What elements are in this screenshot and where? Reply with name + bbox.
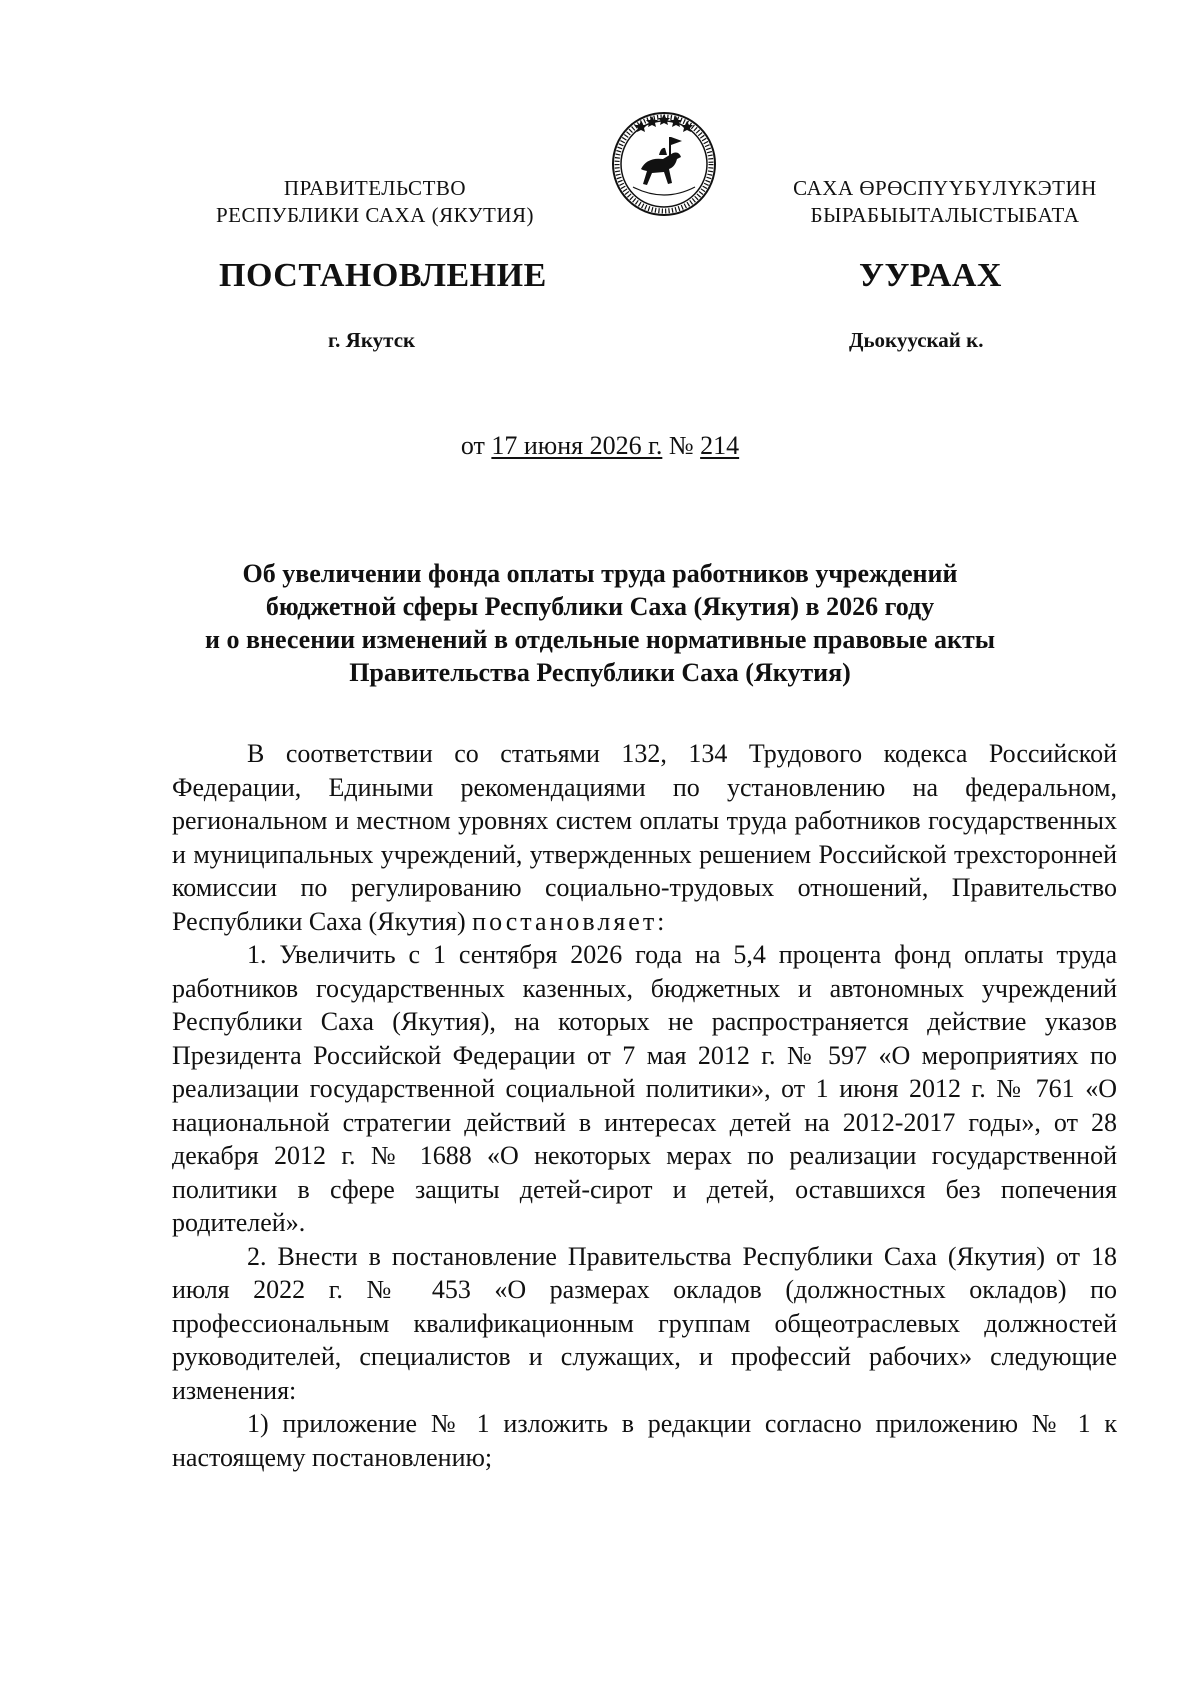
- item-2-paragraph: 2. Внести в постановление Правительства Республики Саха (Якутия) от 18 июля 2022 г. № 453 «О размерах окладов (должностных окладов) по профессиональным квалификационным группам общеотраслевых должностей руководителей, специалистов и служащих, и профессий рабочих» следующие изменения:: [172, 1241, 1117, 1405]
- preamble-text: В соответствии со статьями 132, 134 Трудового кодекса Российской Федерации, Едиными рекомендациями по установлению на федеральном, региональном и местном уровнях систем оплаты труда работников государственных и муниципальных учреждений, утвержденных решением Российской трехсторонней комиссии по регулированию социально-трудовых отношений, Правительство Республики Саха (Якутия): [172, 739, 1117, 936]
- date-and-number-line: [0, 430, 1200, 462]
- city-russian: г. Якутск: [328, 328, 416, 352]
- number-sign: №: [668, 431, 694, 460]
- document-body: [172, 737, 1117, 1474]
- org-ru-line-2: РЕСПУБЛИКИ САХА (ЯКУТИЯ): [215, 203, 535, 227]
- org-sakha-line-2: БЫРАБЫЫТАЛЫСТЫБАТА: [810, 203, 1080, 227]
- title-line-1: Об увеличении фонда оплаты труда работников учреждений: [242, 559, 958, 588]
- preamble-paragraph: [172, 737, 1117, 938]
- city-sakha: Дьокуускай к.: [849, 328, 984, 352]
- document-type-russian: ПОСТАНОВЛЕНИЕ: [219, 257, 547, 294]
- document-date: 17 июня 2026 г.: [491, 431, 663, 460]
- document-title: [150, 557, 1050, 689]
- org-sakha-line-1: САХА ӨРӨСПҮҮБҮЛҮКЭТИН: [793, 176, 1097, 200]
- org-ru-line-1: ПРАВИТЕЛЬСТВО: [283, 176, 467, 200]
- title-line-4: Правительства Республики Саха (Якутия): [349, 658, 851, 687]
- document-type-sakha: УУРААХ: [859, 257, 1002, 294]
- coat-of-arms-icon: [611, 111, 717, 217]
- document-number: 214: [700, 431, 740, 460]
- organization-name-russian: [165, 175, 585, 229]
- title-line-2: бюджетной сферы Республики Саха (Якутия) в 2026 году: [265, 592, 935, 621]
- decree-word: постановляет:: [472, 906, 668, 936]
- organization-name-sakha: [735, 175, 1155, 229]
- date-prefix: от: [460, 431, 485, 460]
- item-1-paragraph: 1. Увеличить с 1 сентября 2026 года на 5,4 процента фонд оплаты труда работников государственных казенных, бюджетных и автономных учреждений Республики Саха (Якутия), на которых не распространяется действие указов Президента Российской Федерации от 7 мая 2012 г. № 597 «О мероприятиях по реализации государственной социальной политики», от 1 июня 2012 г. № 761 «О национальной стратегии действий в интересах детей на 2012-2017 годы», от 28 декабря 2012 г. № 1688 «О некоторых мерах по реализации государственной политики в сфере защиты детей-сирот и детей, оставшихся без попечения родителей».: [172, 940, 1117, 1237]
- title-line-3: и о внесении изменений в отдельные нормативные правовые акты: [204, 625, 996, 654]
- item-2-1-paragraph: 1) приложение № 1 изложить в редакции согласно приложению № 1 к настоящему постановлению;: [172, 1409, 1117, 1472]
